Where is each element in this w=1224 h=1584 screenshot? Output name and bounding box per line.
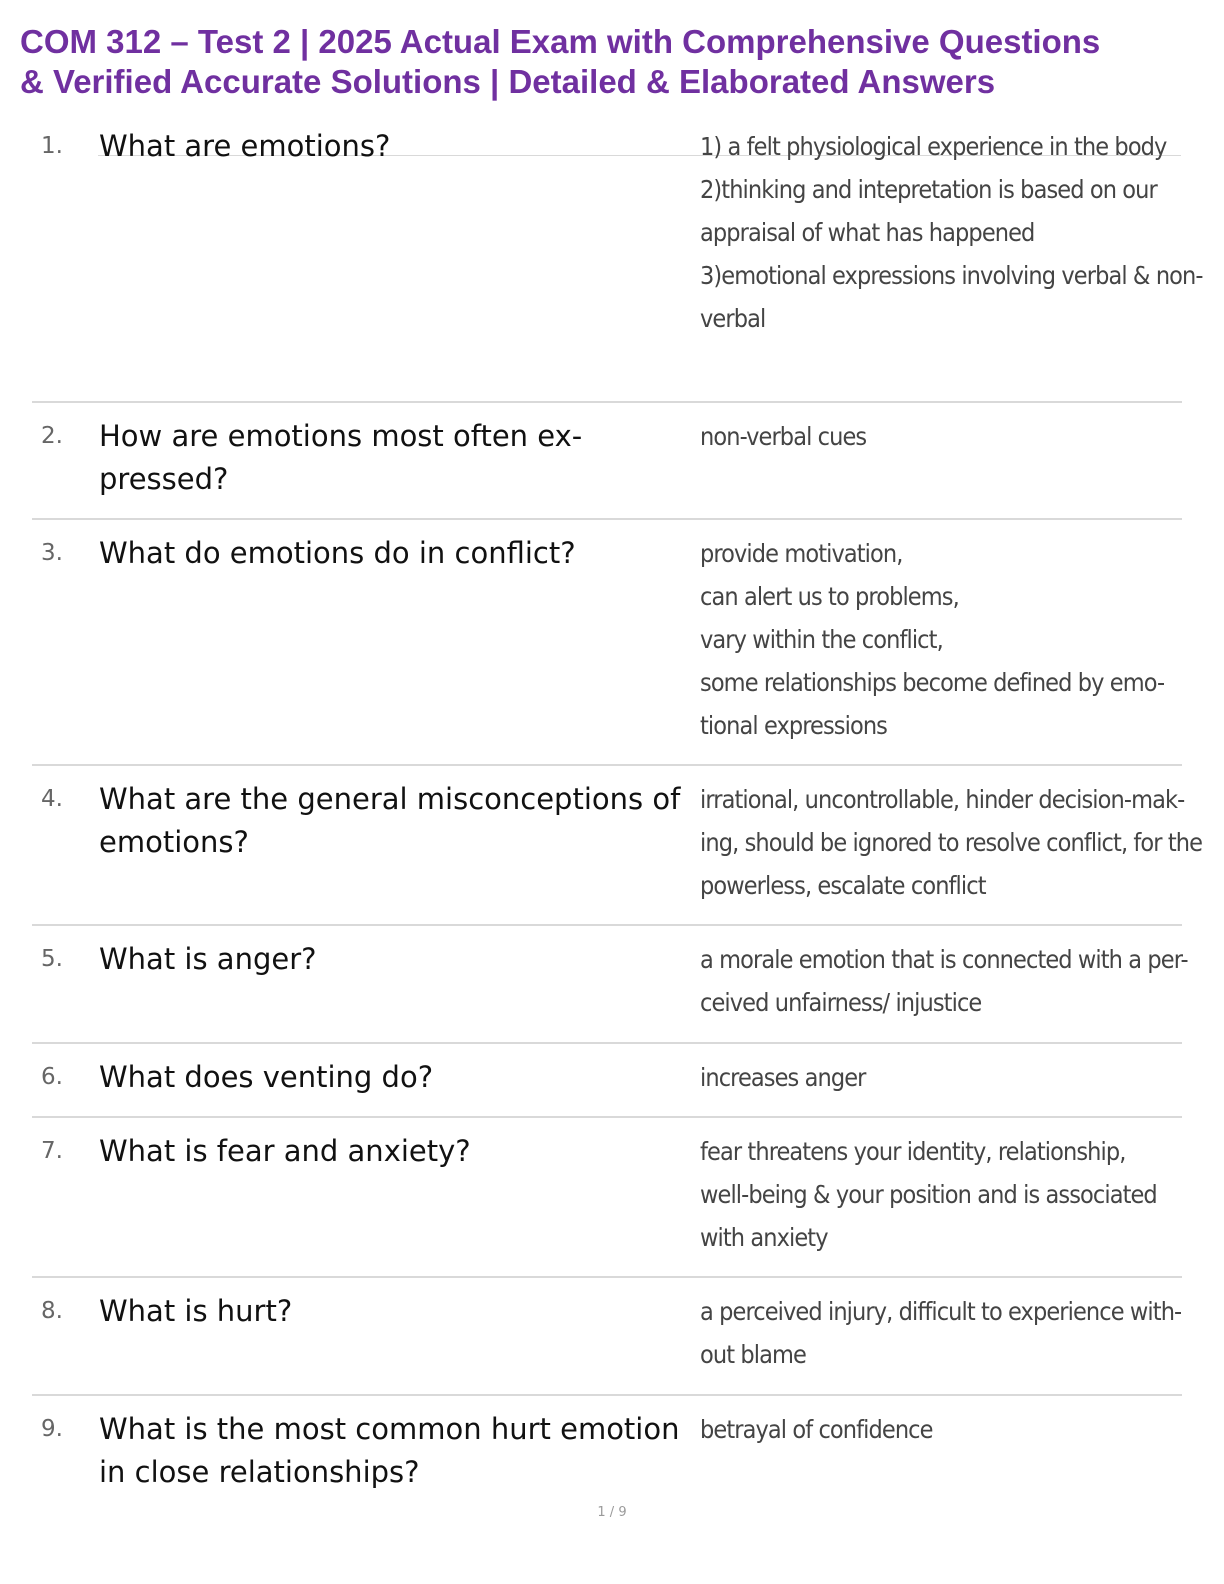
answer-line: out blame — [700, 1340, 806, 1369]
answer-line: increases anger — [700, 1063, 866, 1092]
question-line: emotions? — [99, 825, 249, 859]
title-line-1: COM 312 – Test 2 | 2025 Actual Exam with Comprehensive Questions — [20, 23, 1101, 60]
question-line: What is hurt? — [99, 1294, 293, 1328]
item-number: 4. — [41, 786, 63, 812]
question-line: How are emotions most often ex- — [99, 419, 583, 453]
answer-line: can alert us to problems, — [700, 582, 959, 611]
question-text — [99, 1056, 699, 1099]
answer-line: powerless, escalate conflict — [700, 871, 986, 900]
qa-row-4 — [32, 778, 1203, 926]
qa-row-3 — [32, 532, 1182, 766]
qa-row-5 — [32, 938, 1188, 1044]
question-text — [99, 125, 699, 168]
question-line: What is the most common hurt emotion — [99, 1412, 680, 1446]
answer-text — [700, 125, 1203, 340]
title-line-2: & Verified Accurate Solutions | Detailed & Elaborated Answers — [20, 63, 996, 100]
answer-line: appraisal of what has happened — [700, 218, 1035, 247]
document-title — [20, 22, 1210, 102]
question-text — [99, 778, 699, 864]
question-line: in close relationships? — [99, 1455, 420, 1489]
item-number: 3. — [41, 540, 63, 566]
item-number: 9. — [41, 1416, 63, 1442]
answer-line: non-verbal cues — [700, 422, 867, 451]
item-number: 8. — [41, 1298, 63, 1324]
question-text — [99, 415, 699, 501]
answer-line: irrational, uncontrollable, hinder decision-mak- — [700, 785, 1185, 814]
question-line: pressed? — [99, 462, 229, 496]
answer-text — [700, 778, 1203, 907]
answer-line: 3)emotional expressions involving verbal & non- — [700, 261, 1203, 290]
answer-text — [700, 1408, 1180, 1451]
qa-row-7 — [32, 1130, 1182, 1278]
question-line: What does venting do? — [99, 1060, 434, 1094]
answer-line: ceived unfairness/ injustice — [700, 988, 982, 1017]
item-number: 1. — [41, 133, 63, 159]
answer-line: betrayal of confidence — [700, 1415, 933, 1444]
answer-text — [700, 415, 1180, 458]
answer-line: a morale emotion that is connected with a per- — [700, 945, 1188, 974]
question-text — [99, 1130, 699, 1173]
answer-text — [700, 1290, 1180, 1376]
question-line: What is fear and anxiety? — [99, 1134, 471, 1168]
answer-line: tional expressions — [700, 711, 887, 740]
qa-row-8 — [32, 1290, 1182, 1396]
answer-line: vary within the conflict, — [700, 625, 943, 654]
answer-line: a perceived injury, difficult to experience with- — [700, 1297, 1182, 1326]
item-number: 2. — [41, 423, 63, 449]
answer-text — [700, 1056, 1180, 1099]
answer-line: some relationships become defined by emo- — [700, 668, 1165, 697]
qa-row-9 — [32, 1408, 1182, 1498]
answer-line: ing, should be ignored to resolve conflict, for the — [700, 828, 1203, 857]
question-line: What are emotions? — [99, 129, 391, 163]
answer-line: 2)thinking and intepretation is based on our — [700, 175, 1157, 204]
question-text — [99, 1408, 699, 1494]
question-line: What do emotions do in conflict? — [99, 536, 576, 570]
answer-line: 1) a felt physiological experience in the body — [700, 132, 1167, 161]
answer-line: with anxiety — [700, 1223, 828, 1252]
answer-line: well-being & your position and is associated — [700, 1180, 1157, 1209]
page-number: 1 / 9 — [597, 1505, 627, 1520]
question-line: What are the general misconceptions of — [99, 782, 681, 816]
item-number: 6. — [41, 1064, 63, 1090]
item-number: 5. — [41, 946, 63, 972]
answer-line: provide motivation, — [700, 539, 903, 568]
answer-text — [700, 1130, 1180, 1259]
answer-text — [700, 532, 1180, 747]
answer-text — [700, 938, 1188, 1024]
answer-line: verbal — [700, 304, 766, 333]
answer-line: fear threatens your identity, relationship, — [700, 1137, 1126, 1166]
question-text — [99, 938, 699, 981]
question-line: What is anger? — [99, 942, 317, 976]
item-number: 7. — [41, 1138, 63, 1164]
question-text — [99, 1290, 699, 1333]
question-text — [99, 532, 699, 575]
qa-row-1 — [32, 125, 1203, 403]
qa-row-6 — [32, 1056, 1182, 1118]
qa-row-2 — [32, 415, 1182, 520]
